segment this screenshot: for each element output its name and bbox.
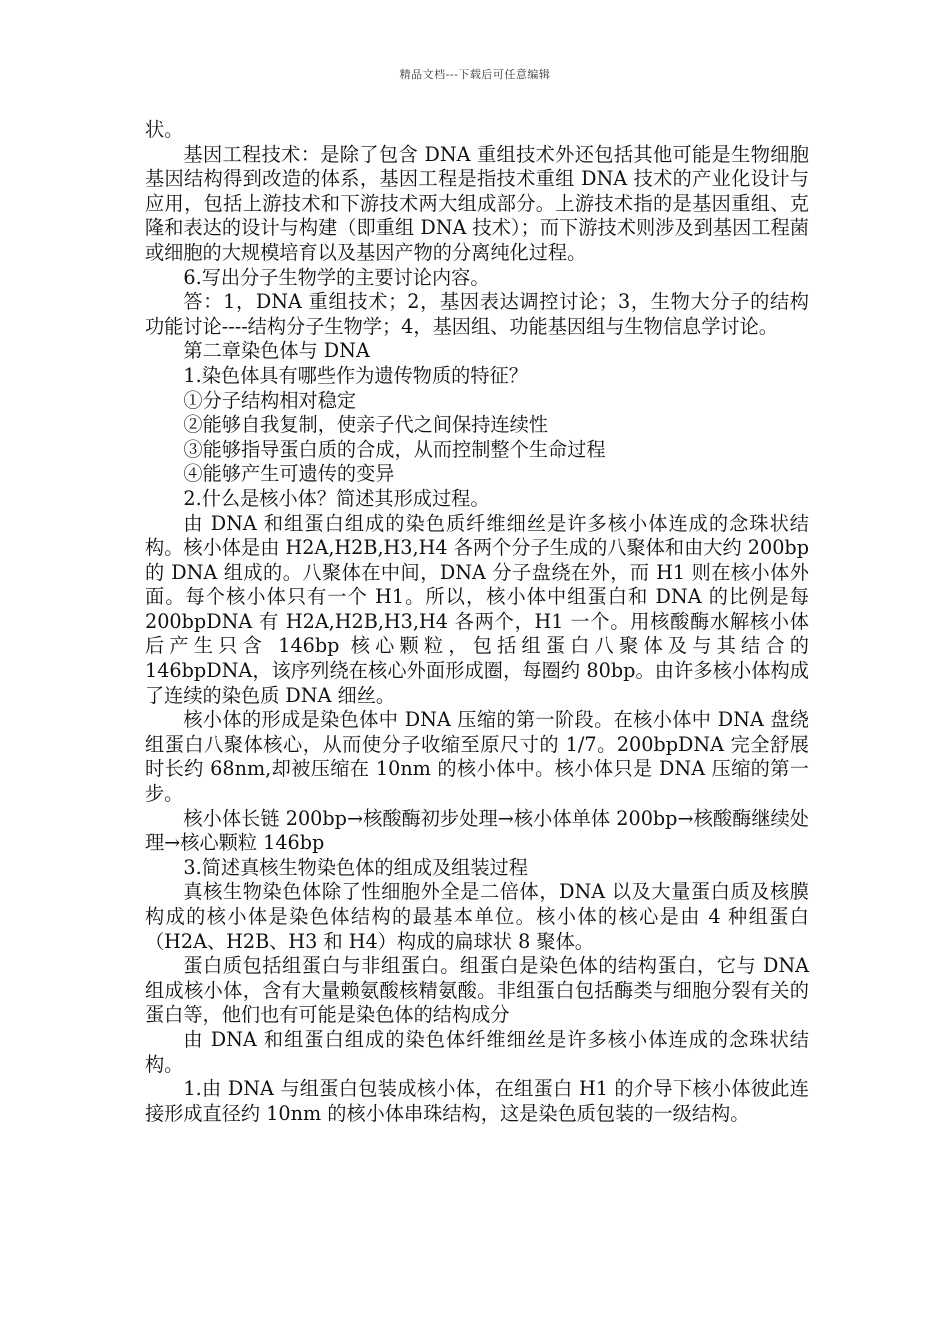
document-body — [145, 118, 809, 1126]
paragraph: 状。 — [145, 118, 184, 141]
paragraph: 2.什么是核小体？简述其形成过程。 — [183, 486, 490, 510]
paragraph: 3.简述真核生物染色体的组成及组装过程 — [183, 855, 528, 879]
paragraph: 蛋白质包括组蛋白与非组蛋白。组蛋白是染色体的结构蛋白，它与 DNA 组成核小体，含有大量赖氨酸核精氨酸。非组蛋白包括酶类与细胞分裂有关的蛋白等，他们也有可能是染色体的结构成分 — [145, 954, 809, 1027]
page-header: 精品文档---下载后可任意编辑 — [399, 68, 551, 81]
paragraph: 第二章染色体与 DNA — [183, 339, 370, 363]
paragraph: 由 DNA 和组蛋白组成的染色质纤维细丝是许多核小体连成的念珠状结构。核小体是由 H2A,H2B,H3,H4 各两个分子生成的八聚体和由大约 200bp 的 DNA 组成的。八聚体在中间，DNA 分子盘绕在外，而 H1 则在核小体外面。每个核小体只有一个 H1。所以，核小体中组蛋白和 DNA 的比例是每 200bpDNA 有 H2A,H2B,H3,H4 各两个，H1 一个。用核酸酶水解核小体后产生只含 146bp 核心颗粒，包括组蛋白八聚体及与其结合的 146bpDNA，该序列绕在核心外面形成圈，每圈约 80bp。由许多核小体构成了连续的染色质 DNA 细丝。 — [145, 511, 809, 707]
paragraph: 6.写出分子生物学的主要讨论内容。 — [183, 265, 490, 289]
paragraph: 核小体长链 200bp→核酸酶初步处理→核小体单体 200bp→核酸酶继续处理→核心颗粒 146bp — [145, 806, 809, 855]
paragraph: 核小体的形成是染色体中 DNA 压缩的第一阶段。在核小体中 DNA 盘绕组蛋白八聚体核心，从而使分子收缩至原尺寸的 1/7。200bpDNA 完全舒展时长约 68nm,却被压缩在 10nm 的核小体中。核小体只是 DNA 压缩的第一步。 — [145, 708, 809, 806]
paragraph: ③能够指导蛋白质的合成，从而控制整个生命过程 — [183, 437, 606, 461]
paragraph: ②能够自我复制，使亲子代之间保持连续性 — [183, 413, 548, 437]
paragraph: 基因工程技术：是除了包含 DNA 重组技术外还包括其他可能是生物细胞基因结构得到改造的体系，基因工程是指技术重组 DNA 技术的产业化设计与应用，包括上游技术和下游技术两大组成部分。上游技术指的是基因重组、克隆和表达的设计与构建（即重组 DNA 技术）；而下游技术则涉及到基因工程菌或细胞的大规模培育以及基因产物的分离纯化过程。 — [145, 142, 809, 264]
paragraph: ①分子结构相对稳定 — [183, 388, 357, 412]
paragraph: ④能够产生可遗传的变异 — [183, 462, 395, 486]
paragraph: 真核生物染色体除了性细胞外全是二倍体，DNA 以及大量蛋白质及核膜构成的核小体是染色体结构的最基本单位。核小体的核心是由 4 种组蛋白（H2A、H2B、H3 和 H4）构成的扁球状 8 聚体。 — [145, 880, 809, 953]
paragraph: 1.染色体具有哪些作为遗传物质的特征？ — [183, 363, 528, 387]
paragraph: 答：1，DNA 重组技术；2，基因表达调控讨论；3，生物大分子的结构功能讨论----结构分子生物学；4，基因组、功能基因组与生物信息学讨论。 — [145, 290, 809, 338]
paragraph: 由 DNA 和组蛋白组成的染色体纤维细丝是许多核小体连成的念珠状结构。 — [145, 1027, 809, 1076]
paragraph: 1.由 DNA 与组蛋白包装成核小体，在组蛋白 H1 的介导下核小体彼此连接形成直径约 10nm 的核小体串珠结构，这是染色质包装的一级结构。 — [145, 1077, 809, 1125]
